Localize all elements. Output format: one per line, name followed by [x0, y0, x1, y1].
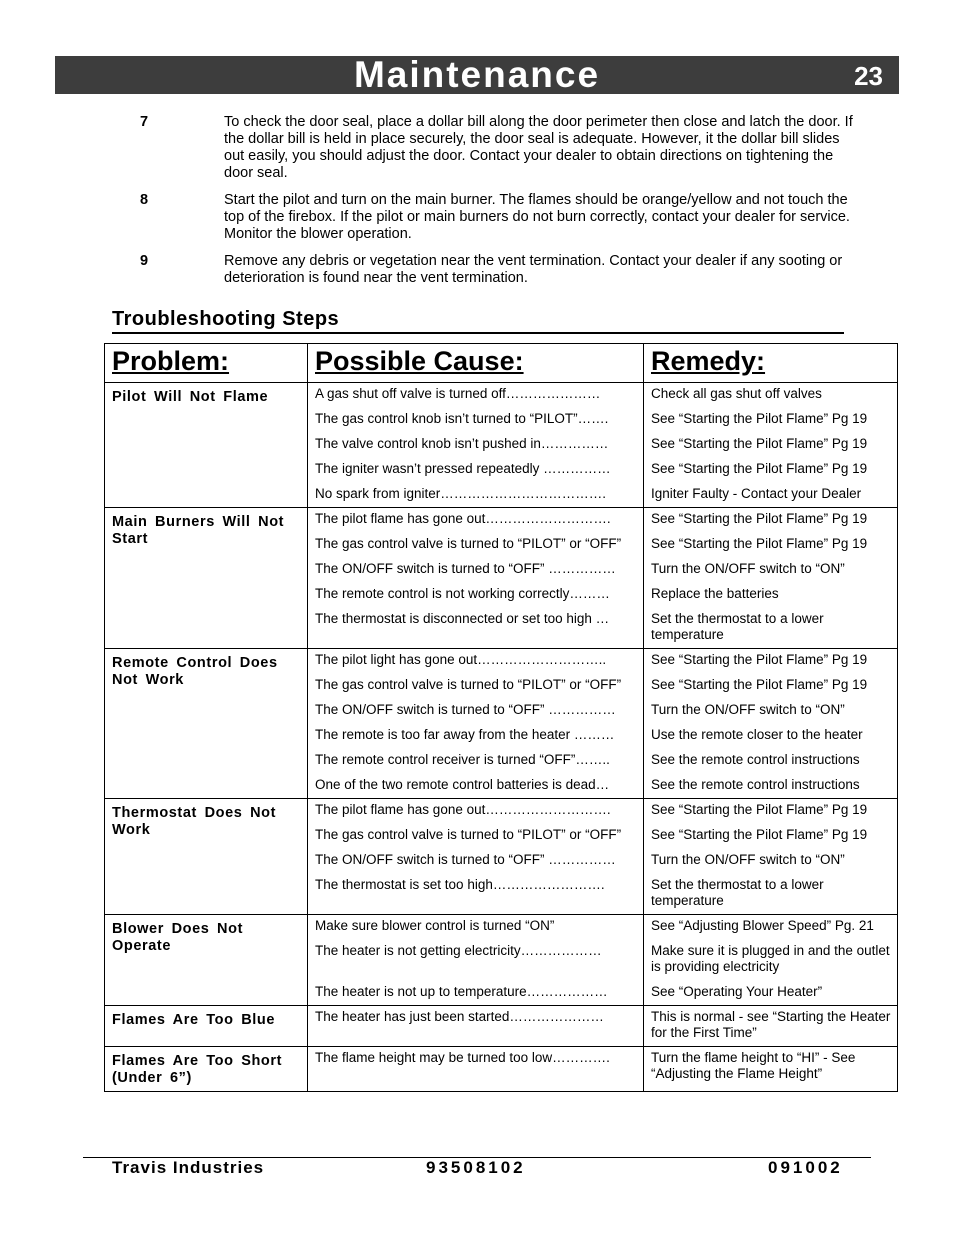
- step-text: Remove any debris or vegetation near the vent termination. Contact your dealer if any sooting or deterioration is found near the vent termination.: [224, 253, 843, 286]
- cause-text: The pilot light has gone out………………………..: [315, 652, 607, 667]
- remedy-text: See “Starting the Pilot Flame” Pg 19: [651, 536, 868, 551]
- remedy-cell: [644, 1006, 898, 1047]
- page-header-banner: [55, 56, 899, 94]
- remedy-text: Make sure it is plugged in and the outlet is providing electricity: [651, 943, 890, 974]
- table-row: [105, 383, 898, 508]
- step-text: Start the pilot and turn on the main burner. The flames should be orange/yellow and not touch the top of the firebox. If the pilot or main burners do not burn correctly, contact your dealer for service. Monitor the blower operation.: [224, 192, 850, 242]
- cause-text: The flame height may be turned too low………….: [315, 1050, 610, 1065]
- problem-cell: Thermostat Does Not Work: [105, 799, 308, 915]
- table-row: [105, 799, 898, 915]
- table-row: [105, 915, 898, 1006]
- remedy-cell: [644, 915, 898, 1006]
- remedy-cell: [644, 383, 898, 508]
- cause-text: The gas control valve is turned to “PILOT” or “OFF”: [315, 677, 622, 692]
- cause-text: The pilot flame has gone out……………………….: [315, 511, 611, 526]
- remedy-text: Use the remote closer to the heater: [651, 727, 863, 742]
- cause-text: The heater is not getting electricity………………: [315, 943, 602, 958]
- step-number: 8: [140, 192, 149, 208]
- remedy-cell: [644, 799, 898, 915]
- cause-text: The gas control knob isn’t turned to “PILOT”…….: [315, 411, 609, 426]
- cause-text: A gas shut off valve is turned off…………………: [315, 386, 601, 401]
- cause-text: The valve control knob isn’t pushed in……………: [315, 436, 609, 451]
- cause-text: The remote is too far away from the heater ………: [315, 727, 615, 742]
- cause-text: One of the two remote control batteries is dead…: [315, 777, 610, 792]
- remedy-text: Set the thermostat to a lower temperature: [651, 877, 824, 908]
- troubleshooting-rows: [105, 383, 898, 1092]
- remedy-text: See “Starting the Pilot Flame” Pg 19: [651, 827, 868, 842]
- problem-cell: Remote Control Does Not Work: [105, 649, 308, 799]
- remedy-text: Igniter Faulty - Contact your Dealer: [651, 486, 862, 501]
- remedy-text: See “Starting the Pilot Flame” Pg 19: [651, 436, 868, 451]
- cause-column-header: Possible Cause:: [308, 344, 644, 383]
- cause-text: The ON/OFF switch is turned to “OFF” ……………: [315, 702, 616, 717]
- cause-cell: [308, 1006, 644, 1047]
- remedy-text: See the remote control instructions: [651, 777, 860, 792]
- remedy-text: Turn the ON/OFF switch to “ON”: [651, 852, 845, 867]
- cause-text: The thermostat is disconnected or set too high …: [315, 611, 610, 626]
- remedy-cell: [644, 508, 898, 649]
- footer-part-number: 93508102: [426, 1158, 526, 1177]
- remedy-text: Turn the ON/OFF switch to “ON”: [651, 561, 845, 576]
- cause-text: The thermostat is set too high…………………….: [315, 877, 605, 892]
- cause-text: The gas control valve is turned to “PILOT” or “OFF”: [315, 827, 622, 842]
- cause-text: The ON/OFF switch is turned to “OFF” ……………: [315, 561, 616, 576]
- cause-text: The remote control receiver is turned “OFF”……..: [315, 752, 610, 767]
- table-row: [105, 1047, 898, 1092]
- remedy-cell: [644, 649, 898, 799]
- problem-column-header: Problem:: [105, 344, 308, 383]
- cause-text: Make sure blower control is turned “ON”: [315, 918, 555, 933]
- footer-date-code: 091002: [768, 1158, 843, 1177]
- remedy-text: See the remote control instructions: [651, 752, 860, 767]
- problem-cell: Blower Does Not Operate: [105, 915, 308, 1006]
- step-number: 7: [140, 114, 149, 130]
- cause-cell: [308, 508, 644, 649]
- table-row: [105, 649, 898, 799]
- problem-cell: Main Burners Will Not Start: [105, 508, 308, 649]
- cause-text: The igniter wasn’t pressed repeatedly ……………: [315, 461, 611, 476]
- remedy-text: See “Starting the Pilot Flame” Pg 19: [651, 677, 868, 692]
- section-title: Troubleshooting Steps: [112, 308, 340, 330]
- cause-cell: [308, 1047, 644, 1092]
- remedy-text: Turn the ON/OFF switch to “ON”: [651, 702, 845, 717]
- step-number: 9: [140, 253, 149, 269]
- problem-cell: Flames Are Too Blue: [105, 1006, 308, 1047]
- cause-text: The ON/OFF switch is turned to “OFF” ……………: [315, 852, 616, 867]
- cause-cell: [308, 649, 644, 799]
- cause-text: No spark from igniter……………………………….: [315, 486, 607, 501]
- remedy-text: See “Operating Your Heater”: [651, 984, 823, 999]
- remedy-text: See “Starting the Pilot Flame” Pg 19: [651, 802, 868, 817]
- cause-text: The gas control valve is turned to “PILOT” or “OFF”: [315, 536, 622, 551]
- page-number: 23: [854, 61, 883, 91]
- remedy-text: Set the thermostat to a lower temperature: [651, 611, 824, 642]
- cause-cell: [308, 799, 644, 915]
- footer-company: Travis Industries: [112, 1158, 265, 1177]
- remedy-cell: [644, 1047, 898, 1092]
- cause-text: The heater has just been started…………………: [315, 1009, 604, 1024]
- remedy-text: See “Starting the Pilot Flame” Pg 19: [651, 652, 868, 667]
- troubleshooting-table: [104, 343, 898, 1092]
- remedy-text: See “Starting the Pilot Flame” Pg 19: [651, 461, 868, 476]
- remedy-text: See “Starting the Pilot Flame” Pg 19: [651, 411, 868, 426]
- remedy-text: See “Adjusting Blower Speed” Pg. 21: [651, 918, 874, 933]
- table-row: [105, 1006, 898, 1047]
- table-header-row: [105, 344, 898, 383]
- page-title: Maintenance: [353, 54, 601, 95]
- problem-cell: Flames Are Too Short (Under 6”): [105, 1047, 308, 1092]
- section-divider: [112, 332, 844, 334]
- remedy-text: Replace the batteries: [651, 586, 779, 601]
- cause-text: The pilot flame has gone out……………………….: [315, 802, 611, 817]
- remedy-text: Check all gas shut off valves: [651, 386, 822, 401]
- step-text: To check the door seal, place a dollar bill along the door perimeter then close and latch the door. If the dollar bill is held in place securely, the door seal is adequate. However, it the dollar bill slides out easily, you should adjust the door. Contact your dealer to obtain directions on tightening the door seal.: [224, 114, 853, 181]
- problem-cell: Pilot Will Not Flame: [105, 383, 308, 508]
- cause-text: The remote control is not working correctly………: [315, 586, 610, 601]
- remedy-text: This is normal - see “Starting the Heater for the First Time”: [651, 1009, 891, 1040]
- cause-text: The heater is not up to temperature………………: [315, 984, 608, 999]
- table-row: [105, 508, 898, 649]
- cause-cell: [308, 915, 644, 1006]
- remedy-text: See “Starting the Pilot Flame” Pg 19: [651, 511, 868, 526]
- remedy-column-header: Remedy:: [644, 344, 898, 383]
- remedy-text: Turn the flame height to “HI” - See “Adjusting the Flame Height”: [651, 1050, 856, 1081]
- cause-cell: [308, 383, 644, 508]
